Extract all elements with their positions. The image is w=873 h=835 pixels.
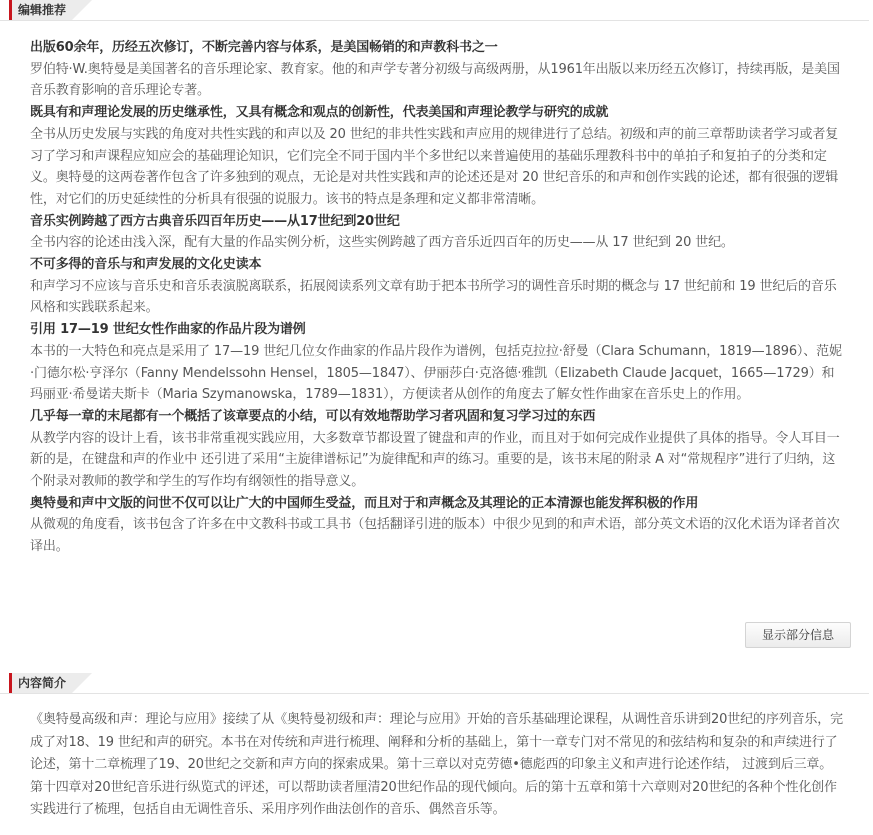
recommend-heading: 既具有和声理论发展的历史继承性，又具有概念和观点的创新性，代表美国和声理论教学与研究的成就	[30, 105, 609, 121]
recommend-paragraph: 全书从历史发展与实践的角度对共性实践的和声以及 20 世纪的非共性实践和声应用的规律进行了总结。初级和声的前三章帮助读者学习或者复习了学习和声课程应知应会的基础理论知识，它们完全不同于国内半个多世纪以来普遍使用的基础乐理教科书中的单拍子和复拍子的分类和定义。奥特曼的这两卷著作包含了许多独到的观点，无论是对共性实践和声的论述还是对 20 世纪音乐的和声和创作实践的论述，都有很强的逻辑性，对它们的历史延续性的分析具有很强的说服力。该书的特点是条理和定义都非常清晰。	[30, 126, 839, 207]
editor-recommend-tab	[9, 0, 72, 20]
recommend-heading: 奥特曼和声中文版的问世不仅可以让广大的中国师生受益，而且对于和声概念及其理论的正本清源也能发挥积极的作用	[30, 495, 699, 511]
recommend-paragraph: 从教学内容的设计上看，该书非常重视实践应用，大多数章节都设置了键盘和声的作业，而且对于如何完成作业提供了具体的指导。令人耳目一新的是，在键盘和声的作业中 还引进了采用“主旋律谱标记”为旋律配和声的练习。重要的是，该书末尾的附录 A 对“常规程序”进行了归纳，这个附录对教师的教学和学生的写作均有纲领性的指导意义。	[30, 430, 840, 490]
show-partial-info-button[interactable]: 显示部分信息	[745, 622, 851, 648]
content-intro-header	[0, 673, 869, 694]
content-intro-tab	[9, 673, 72, 693]
content-intro-body	[30, 709, 844, 822]
recommend-paragraph: 从微观的角度看，该书包含了许多在中文教科书或工具书（包括翻译引进的版本）中很少见到的和声术语，部分英文术语的汉化术语为译者首次译出。	[30, 517, 840, 555]
recommend-heading: 几乎每一章的末尾都有一个概括了该章要点的小结，可以有效地帮助学习者巩固和复习学习过的东西	[30, 408, 596, 424]
editor-recommend-body	[30, 37, 842, 558]
recommend-paragraph: 全书内容的论述由浅入深，配有大量的作品实例分析，这些实例跨越了西方音乐近四百年的历史——从 17 世纪到 20 世纪。	[30, 235, 734, 251]
content-intro-title: 内容简介	[18, 676, 67, 690]
recommend-heading: 音乐实例跨越了西方古典音乐四百年历史——从17世纪到20世纪	[30, 213, 400, 229]
recommend-paragraph: 本书的一大特色和亮点是采用了 17—19 世纪几位女作曲家的作品片段作为谱例，包括克拉拉·舒曼（Clara Schumann，1819—1896）、范妮·门德尔松·亨泽尔（Fanny Mendelssohn Hensel，1805—1847）、伊丽莎白·克洛德·雅凯（Elizabeth Claude Jacquet，1665—1729）和 玛丽亚·希曼诺夫斯卡（Maria Szymanowska，1789—1831），方便读者从创作的角度去了解女性作曲家在音乐史上的作用。	[30, 343, 842, 403]
recommend-heading: 出版60余年，历经五次修订，不断完善内容与体系，是美国畅销的和声教科书之一	[30, 40, 498, 55]
recommend-paragraph: 和声学习不应该与音乐史和音乐表演脱离联系，拓展阅读系列文章有助于把本书所学习的调性音乐时期的概念与 17 世纪前和 19 世纪后的音乐风格和实践联系起来。	[30, 278, 837, 316]
recommend-heading: 引用 17—19 世纪女性作曲家的作品片段为谱例	[30, 322, 306, 338]
recommend-paragraph: 罗伯特·W.奥特曼是美国著名的音乐理论家、教育家。他的和声学专著分初级与高级两册，从1961年出版以来历经五次修订，持续再版，是美国音乐教育影响的音乐理论专著。	[30, 61, 840, 99]
editor-recommend-header	[0, 0, 869, 21]
content-intro-text: 《奥特曼高级和声：理论与应用》接续了从《奥特曼初级和声：理论与应用》开始的音乐基础理论课程，从调性音乐讲到20世纪的序列音乐，完成了对18、19 世纪和声的研究。本书在对传统和声进行梳理、阐释和分析的基础上，第十一章专门对不常见的和弦结构和复杂的和声续进行了论述，第十二章梳理了19、20世纪之交新和声方向的探索成果。第十三章以对克劳德•德彪西的印象主义和声进行论述作结， 过渡到后三章。第十四章对20世纪音乐进行纵览式的评述，可以帮助读者厘清20世纪作品的现代倾向。后的第十五章和第十六章则对20世纪的各种个性化创作实践进行了梳理，包括自由无调性音乐、采用序列作曲法创作的音乐、偶然音乐等。	[30, 712, 843, 817]
recommend-heading: 不可多得的音乐与和声发展的文化史读本	[30, 257, 262, 273]
editor-recommend-title: 编辑推荐	[18, 3, 67, 17]
